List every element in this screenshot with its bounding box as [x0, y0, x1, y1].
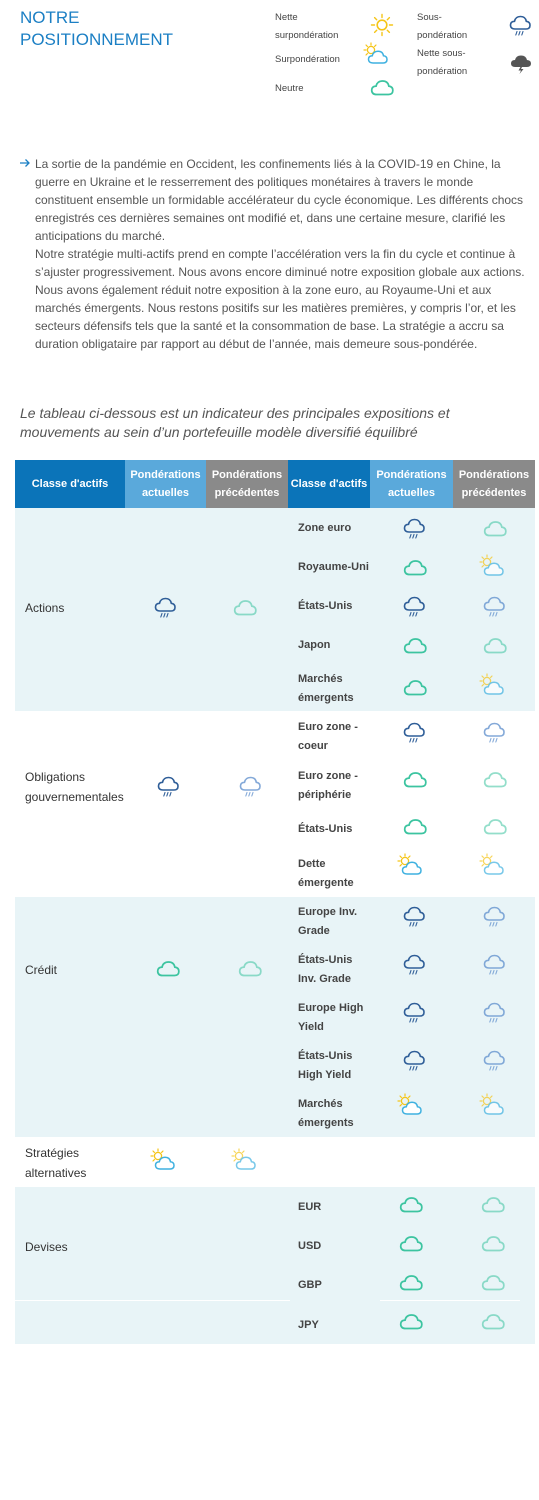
row-current-icon [398, 1194, 424, 1221]
row-current-icon [396, 853, 426, 882]
group-current-icon [153, 597, 177, 626]
header-current-right: Pondérations actuelles [370, 460, 453, 508]
row-current-icon [396, 1093, 426, 1122]
row-current-icon [402, 557, 428, 584]
row-previous-icon [482, 816, 508, 843]
row-previous-icon [478, 853, 508, 882]
intro-paragraph-1: La sortie de la pandémie en Occident, les confinements liés à la COVID-19 en Chine, la guerre en Ukraine et le resserrement des politiques monétaires à travers le monde constituent ensemble un formidable accélérateur du cycle économique. Les différents chocs enregistrés ces dernières semaines ont modifié et, dans une certaine mesure, clarifié les anticipations du marché. [35, 157, 524, 243]
group-current-icon [156, 776, 180, 805]
row-label: États-Unis [298, 600, 353, 612]
row-label: Europe Inv. Grade [298, 906, 358, 937]
header-asset-class-left: Classe d'actifs [15, 460, 125, 508]
row-previous-icon [482, 1002, 506, 1031]
group-name-devises: Devises [25, 1240, 68, 1254]
row-label: Marchés émergents [298, 1098, 354, 1129]
group-name-actions: Actions [25, 601, 65, 615]
intro-paragraph-2: Notre stratégie multi-actifs prend en compte l’accélération vers la fin du cycle et continue à s’ajuster progressivement. Nous avons encore diminué notre exposition globale aux actions. Nous avons également réduit notre exposition à la zone euro, au Royaume-Uni et aux marchés émergents. Nous restons positifs sur les matières premières, y compris l’or, et les secteurs défensifs tels que la santé et la consommation de base. La stratégie a accru sa duration obligataire par rapport au début de l’année, mais demeure sous-pondérée. [35, 247, 525, 351]
row-previous-icon [482, 518, 508, 545]
cloud-icon [369, 77, 395, 104]
row-current-icon [398, 1233, 424, 1260]
band-credit [15, 897, 535, 1137]
group-current-icon [155, 958, 181, 985]
row-previous-icon [482, 596, 506, 625]
row-label: USD [298, 1240, 322, 1252]
group-previous-icon [237, 958, 263, 985]
header-previous-right: Pondérations précédentes [453, 460, 535, 508]
sun-icon [370, 13, 394, 37]
intro-text [35, 155, 525, 353]
row-previous-icon [480, 1233, 506, 1260]
row-previous-icon [482, 906, 506, 935]
row-label: Marchés émergents [298, 673, 354, 704]
row-previous-icon [480, 1194, 506, 1221]
row-label: Japon [298, 639, 331, 651]
row-current-icon [402, 954, 426, 983]
group-previous-icon [230, 1148, 260, 1177]
row-previous-icon [482, 722, 506, 751]
row-previous-icon [478, 673, 508, 702]
row-label: Europe High Yield [298, 1002, 364, 1033]
row-previous-icon [482, 769, 508, 796]
row-label: GBP [298, 1279, 322, 1291]
row-current-icon [402, 596, 426, 625]
band-actions [15, 508, 535, 711]
row-current-icon [398, 1311, 424, 1338]
band-devises [15, 1187, 535, 1344]
row-label: Royaume-Uni [298, 561, 369, 573]
header-asset-class-right: Classe d'actifs [288, 460, 370, 508]
row-label: Dette émergente [298, 858, 354, 889]
row-previous-icon [482, 954, 506, 983]
row-previous-icon [478, 1093, 508, 1122]
arrow-right-icon [19, 157, 31, 169]
row-label: États-Unis High Yield [298, 1050, 353, 1081]
legend-neutral-label: Neutre [275, 83, 304, 94]
header-current-left: Pondérations actuelles [125, 460, 206, 508]
row-current-icon [398, 1272, 424, 1299]
legend-under-label: Sous- pondération [417, 12, 468, 41]
divider [380, 1300, 520, 1301]
band-alternatives [15, 1137, 535, 1187]
rain-cloud-icon [508, 15, 532, 44]
row-current-icon [402, 1002, 426, 1031]
divider [15, 1300, 290, 1301]
row-current-icon [402, 677, 428, 704]
row-previous-icon [482, 1050, 506, 1079]
legend-over-label: Surpondération [275, 54, 340, 65]
header-previous-left: Pondérations précédentes [206, 460, 288, 508]
row-label: Zone euro [298, 522, 352, 534]
row-previous-icon [480, 1272, 506, 1299]
legend-strong-over-label: Nette surpondération [275, 12, 339, 41]
row-current-icon [402, 518, 426, 547]
row-previous-icon [482, 635, 508, 662]
row-current-icon [402, 722, 426, 751]
row-current-icon [402, 635, 428, 662]
group-previous-icon [232, 597, 258, 624]
row-previous-icon [480, 1311, 506, 1338]
page-title: NOTRE POSITIONNEMENT [20, 8, 174, 49]
row-current-icon [402, 816, 428, 843]
sun-cloud-icon [362, 42, 392, 71]
row-previous-icon [478, 554, 508, 583]
table-caption: Le tableau ci-dessous est un indicateur des principales expositions et mouvements au sein d’un portefeuille modèle diversifié équilibré [20, 405, 450, 440]
group-previous-icon [238, 776, 262, 805]
row-current-icon [402, 1050, 426, 1079]
group-name-alternatives: Stratégies alternatives [25, 1146, 87, 1180]
storm-cloud-icon [509, 52, 533, 76]
row-label: États-Unis [298, 823, 353, 835]
row-label: États-Unis Inv. Grade [298, 954, 353, 985]
row-current-icon [402, 769, 428, 796]
group-name-credit: Crédit [25, 963, 58, 977]
row-label: Euro zone - coeur [298, 721, 358, 752]
row-current-icon [402, 906, 426, 935]
group-current-icon [149, 1148, 179, 1177]
row-label: Euro zone - périphérie [298, 770, 358, 801]
row-label: JPY [298, 1319, 319, 1331]
legend-strong-under-label: Nette sous- pondération [417, 48, 468, 77]
group-name-obligations: Obligations gouvernementales [25, 770, 124, 804]
row-label: EUR [298, 1201, 322, 1213]
